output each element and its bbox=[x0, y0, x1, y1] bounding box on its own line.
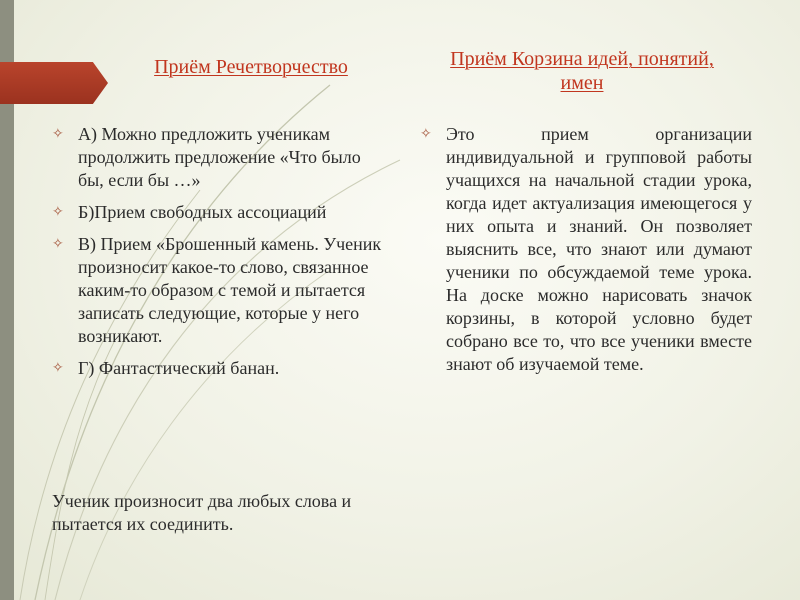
star-bullet-icon: ✧ bbox=[52, 205, 64, 220]
list-item-text: В) Прием «Брошенный камень. Ученик произносит какое-то слово, связанное каким-то образом с темой и пытается записать следующие, которые у него возникают. bbox=[78, 234, 382, 346]
list-item-text: А) Можно предложить ученикам продолжить предложение «Что было бы, если бы …» bbox=[78, 124, 361, 190]
list-item bbox=[420, 123, 752, 376]
right-heading: Приём Корзина идей, понятий, имен bbox=[450, 48, 714, 94]
list-item bbox=[52, 357, 388, 380]
star-bullet-icon: ✧ bbox=[52, 361, 64, 376]
list-item-text: Г) Фантастический банан. bbox=[78, 358, 280, 378]
list-item bbox=[52, 201, 388, 224]
left-note: Ученик произносит два любых слова и пытается их соединить. bbox=[52, 491, 352, 534]
list-item bbox=[52, 123, 388, 192]
list-item bbox=[52, 233, 388, 348]
right-list bbox=[420, 123, 752, 376]
left-heading: Приём Речетворчество bbox=[154, 56, 348, 78]
star-bullet-icon: ✧ bbox=[420, 127, 432, 142]
left-list bbox=[52, 123, 388, 389]
star-bullet-icon: ✧ bbox=[52, 237, 64, 252]
list-item-text: Это прием организации индивидуальной и групповой работы учащихся на начальной стадии урока, когда идет актуализация имеющегося у них опыта и знаний. Он позволяет выяснить все, что знают или думают ученики по обсуждаемой теме урока. На доске можно нарисовать значок корзины, в которой условно будет собрано все то, что все ученики вместе знают об изучаемой теме. bbox=[446, 124, 752, 374]
list-item-text: Б)Прием свободных ассоциаций bbox=[78, 202, 327, 222]
star-bullet-icon: ✧ bbox=[52, 127, 64, 142]
